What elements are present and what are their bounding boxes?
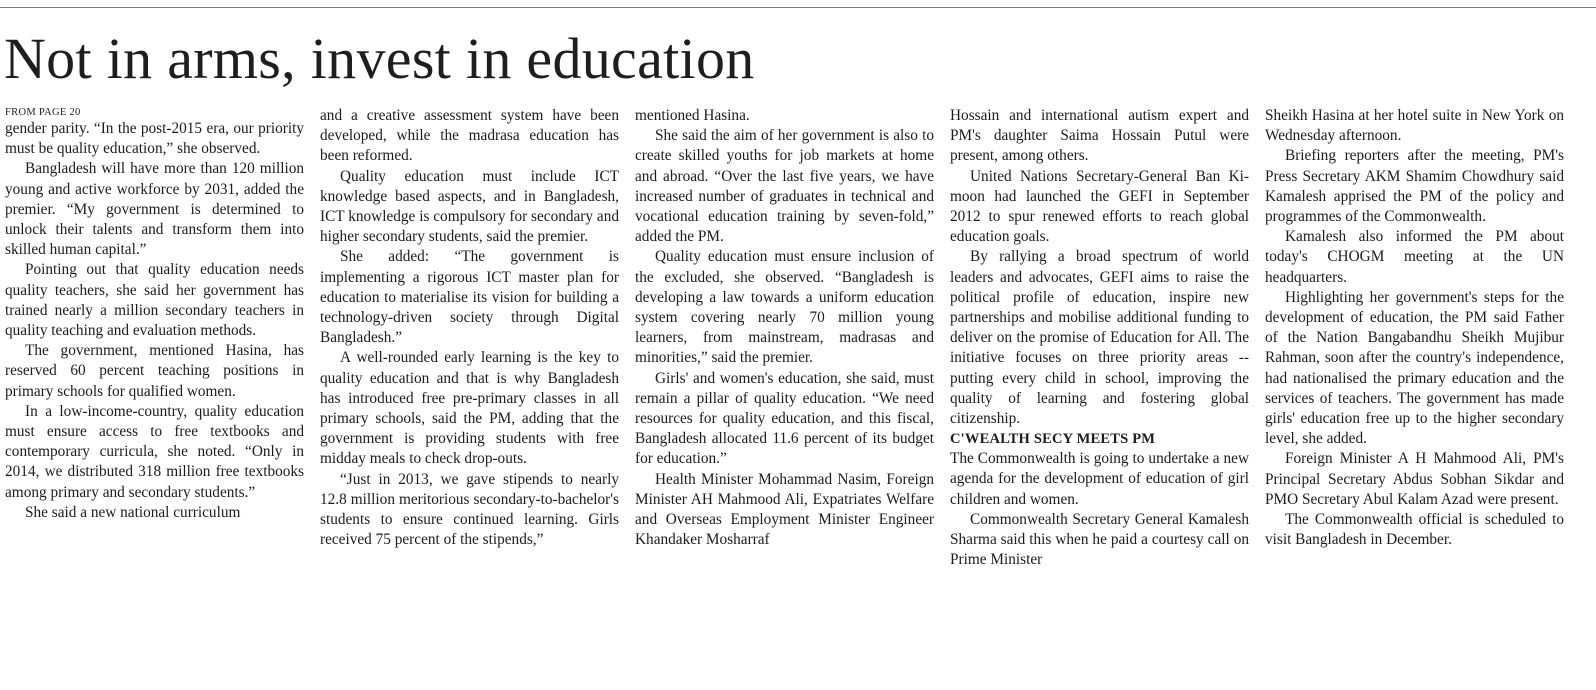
subheading: C'WEALTH SECY MEETS PM	[950, 431, 1156, 448]
paragraph: Commonwealth Secretary General Kamalesh Sharma said this when he paid a courtesy call on Prime Minister	[950, 510, 1249, 569]
paragraph: Hossain and international autism expert and PM's daughter Saima Hossain Putul were present, among others.	[950, 107, 1249, 165]
paragraph: Health Minister Mohammad Nasim, Foreign Minister AH Mahmood Ali, Expatriates Welfare and Overseas Employment Minister Engineer Khandaker Mosharraf	[635, 470, 934, 549]
article-column-3	[635, 106, 934, 690]
paragraph: Highlighting her government's steps for the development of education, the PM said Father of the Nation Bangabandhu Sheikh Mujibur Rahman, soon after the country's independence, had nationalised the primary education and the services of teachers. The government has made girls' education free up to the higher secondary level, she added.	[1265, 288, 1564, 448]
paragraph: The government, mentioned Hasina, has reserved 60 percent teaching positions in primary schools for qualified women.	[5, 342, 304, 400]
paragraph: Girls' and women's education, she said, must remain a pillar of quality education. “We need resources for quality education, and this fiscal, Bangladesh allocated 11.6 percent of its budget for education.”	[635, 369, 934, 468]
article-column-2	[320, 106, 619, 690]
paragraph: A well-rounded early learning is the key to quality education and that is why Bangladesh has introduced free pre-primary classes in all primary schools, said the PM, adding that the government is providing students with free midday meals to check drop-outs.	[320, 349, 619, 468]
headline: Not in arms, invest in education	[4, 26, 755, 91]
paragraph: She said a new national curriculum	[25, 503, 241, 521]
paragraph: Foreign Minister A H Mahmood Ali, PM's Principal Secretary Abdus Sobhan Sikdar and PMO Secretary Abul Kalam Azad were present.	[1265, 450, 1564, 508]
paragraph: Quality education must include ICT knowledge based aspects, and in Bangladesh, ICT knowledge is compulsory for secondary and higher secondary students, said the premier.	[320, 167, 619, 246]
paragraph: She added: “The government is implementing a rigorous ICT master plan for education to materialise its vision for building a technology-driven society through Digital Bangladesh.”	[320, 248, 619, 347]
article-column-4	[950, 106, 1249, 690]
article-column-1	[5, 106, 304, 690]
paragraph: Bangladesh will have more than 120 million young and active workforce by 2031, added the premier. “My government is determined to unlock their talents and transform them into skilled human capital.”	[5, 160, 304, 259]
paragraph: The Commonwealth official is scheduled to visit Bangladesh in December.	[1265, 511, 1564, 549]
top-rule	[0, 7, 1596, 8]
paragraph: gender parity. “In the post-2015 era, our priority must be quality education,” she observed.	[5, 120, 304, 158]
paragraph: Briefing reporters after the meeting, PM's Press Secretary AKM Shamim Chowdhury said Kamalesh apprised the PM of the policy and programmes of the Commonwealth.	[1265, 147, 1564, 226]
paragraph: Kamalesh also informed the PM about today's CHOGM meeting at the UN headquarters.	[1265, 228, 1564, 286]
article-body	[5, 106, 1591, 690]
paragraph: In a low-income-country, quality education must ensure access to free textbooks and contemporary curricula, she noted. “Only in 2014, we distributed 318 million free textbooks among primary and secondary students.”	[5, 402, 304, 501]
paragraph: She said the aim of her government is also to create skilled youths for job markets at home and abroad. “Over the last five years, we have increased number of graduates in technical and vocational education training by seven-fold,” added the PM.	[635, 127, 934, 246]
paragraph: mentioned Hasina.	[635, 107, 750, 124]
paragraph: United Nations Secretary-General Ban Ki-moon had launched the GEFI in September 2012 to spur renewed efforts to reach global education goals.	[950, 167, 1249, 246]
paragraph: By rallying a broad spectrum of world leaders and advocates, GEFI aims to raise the political profile of education, inspire new partnerships and mobilise additional funding to deliver on the promise of Education for All. The initiative focuses on three priority areas -- putting every child in school, improving the quality of learning and fostering global citizenship.	[950, 248, 1249, 428]
paragraph: Sheikh Hasina at her hotel suite in New York on Wednesday afternoon.	[1265, 107, 1564, 145]
continued-from-label: FROM PAGE 20	[5, 107, 81, 118]
paragraph: Pointing out that quality education needs quality teachers, she said her government has trained nearly a million secondary teachers in quality teaching and evaluation methods.	[5, 261, 304, 340]
paragraph: Quality education must ensure inclusion of the excluded, she observed. “Bangladesh is developing a law towards a uniform education system covering nearly 70 million young learners, from mainstream, madrasas and minorities,” said the premier.	[635, 248, 934, 367]
paragraph: “Just in 2013, we gave stipends to nearly 12.8 million meritorious secondary-to-bachelor's students to ensure continued learning. Girls received 75 percent of the stipends,”	[320, 470, 619, 549]
paragraph: The Commonwealth is going to undertake a new agenda for the development of education of girl children and women.	[950, 450, 1249, 508]
paragraph: and a creative assessment system have been developed, while the madrasa education has been reformed.	[320, 107, 619, 165]
article-column-5	[1265, 106, 1564, 690]
